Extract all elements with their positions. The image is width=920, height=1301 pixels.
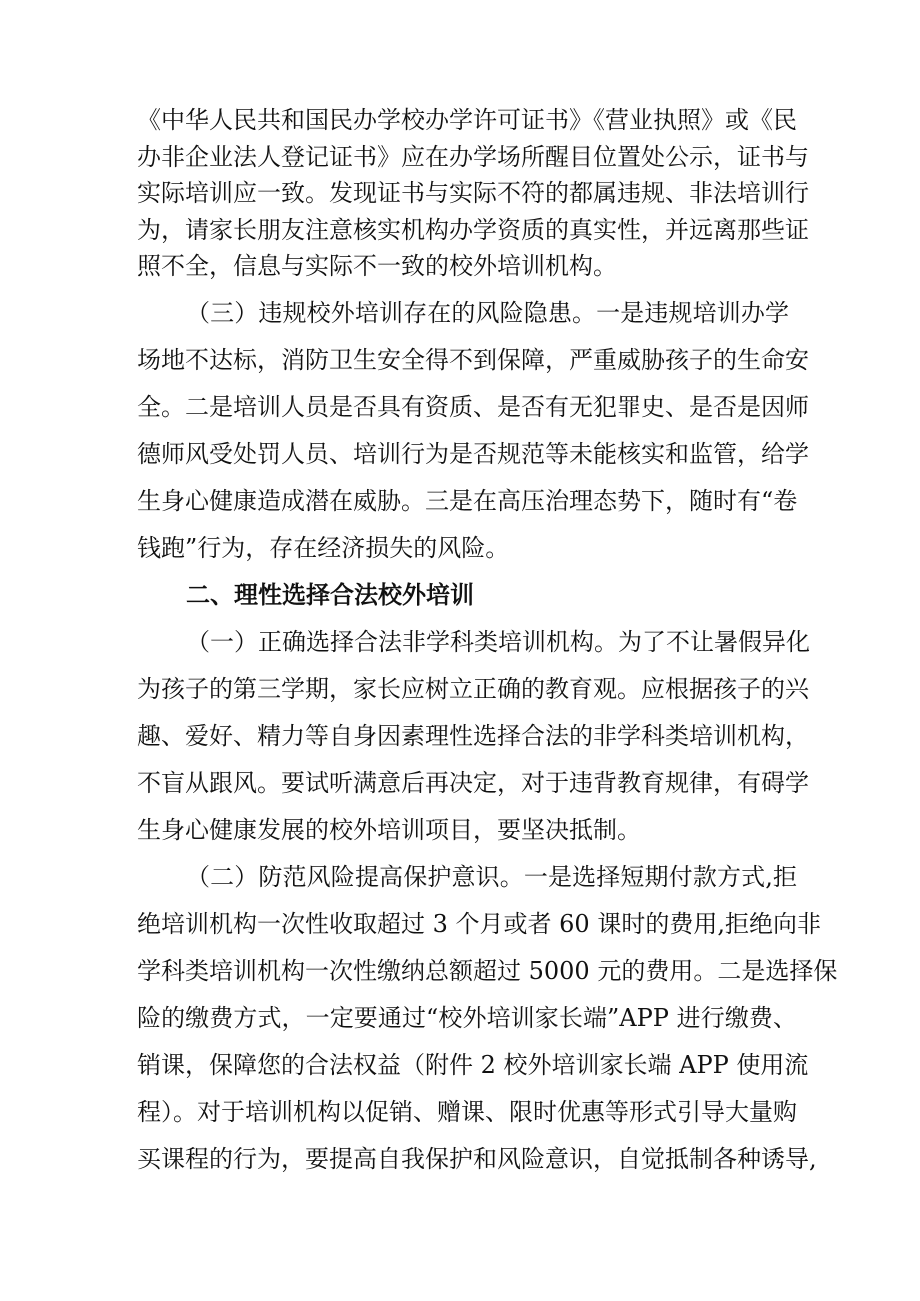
paragraph-line: （一）正确选择合法非学科类培训机构。为了不让暑假异化 bbox=[186, 628, 810, 656]
paragraph-line: 照不全，信息与实际不一致的校外培训机构。 bbox=[137, 252, 617, 280]
paragraph-line: 趣、爱好、精力等自身因素理性选择合法的非学科类培训机构， bbox=[137, 722, 809, 750]
paragraph-line: 生身心健康发展的校外培训项目，要坚决抵制。 bbox=[137, 816, 641, 844]
paragraph-line: 场地不达标，消防卫生安全得不到保障，严重威胁孩子的生命安 bbox=[137, 346, 809, 374]
section-heading: 二、理性选择合法校外培训 bbox=[186, 581, 474, 609]
paragraph-line: 办非企业法人登记证书》应在办学场所醒目位置处公示，证书与 bbox=[137, 143, 809, 171]
paragraph-line: 钱跑”行为，存在经济损失的风险。 bbox=[137, 534, 510, 562]
paragraph-line: 生身心健康造成潜在威胁。三是在高压治理态势下，随时有“卷 bbox=[137, 487, 798, 515]
paragraph-line: 不盲从跟风。要试听满意后再决定，对于违背教育规律，有碍学 bbox=[137, 769, 809, 797]
paragraph-line: 《中华人民共和国民办学校办学许可证书》《营业执照》或《民 bbox=[137, 106, 797, 134]
paragraph-line: 全。二是培训人员是否具有资质、是否有无犯罪史、是否是因师 bbox=[137, 393, 809, 421]
paragraph-line: 德师风受处罚人员、培训行为是否规范等未能核实和监管，给学 bbox=[137, 440, 809, 468]
paragraph-line: 险的缴费方式，一定要通过“校外培训家长端”APP 进行缴费、 bbox=[137, 1004, 797, 1032]
paragraph-line: 程）。对于培训机构以促销、赠课、限时优惠等形式引导大量购 bbox=[137, 1098, 797, 1126]
paragraph-line: （二）防范风险提高保护意识。一是选择短期付款方式,拒 bbox=[186, 863, 797, 891]
paragraph-line: 买课程的行为，要提高自我保护和风险意识，自觉抵制各种诱导, bbox=[137, 1145, 817, 1173]
paragraph-line: 学科类培训机构一次性缴纳总额超过 5000 元的费用。二是选择保 bbox=[137, 957, 838, 985]
paragraph-line: 绝培训机构一次性收取超过 3 个月或者 60 课时的费用,拒绝向非 bbox=[137, 910, 821, 938]
paragraph-line: （三）违规校外培训存在的风险隐患。一是违规培训办学 bbox=[186, 299, 789, 327]
paragraph-line: 销课，保障您的合法权益（附件 2 校外培训家长端 APP 使用流 bbox=[137, 1051, 809, 1079]
paragraph-line: 为孩子的第三学期，家长应树立正确的教育观。应根据孩子的兴 bbox=[137, 675, 809, 703]
paragraph-line: 为，请家长朋友注意核实机构办学资质的真实性，并远离那些证 bbox=[137, 216, 809, 244]
paragraph-line: 实际培训应一致。发现证书与实际不符的都属违规、非法培训行 bbox=[137, 179, 809, 207]
